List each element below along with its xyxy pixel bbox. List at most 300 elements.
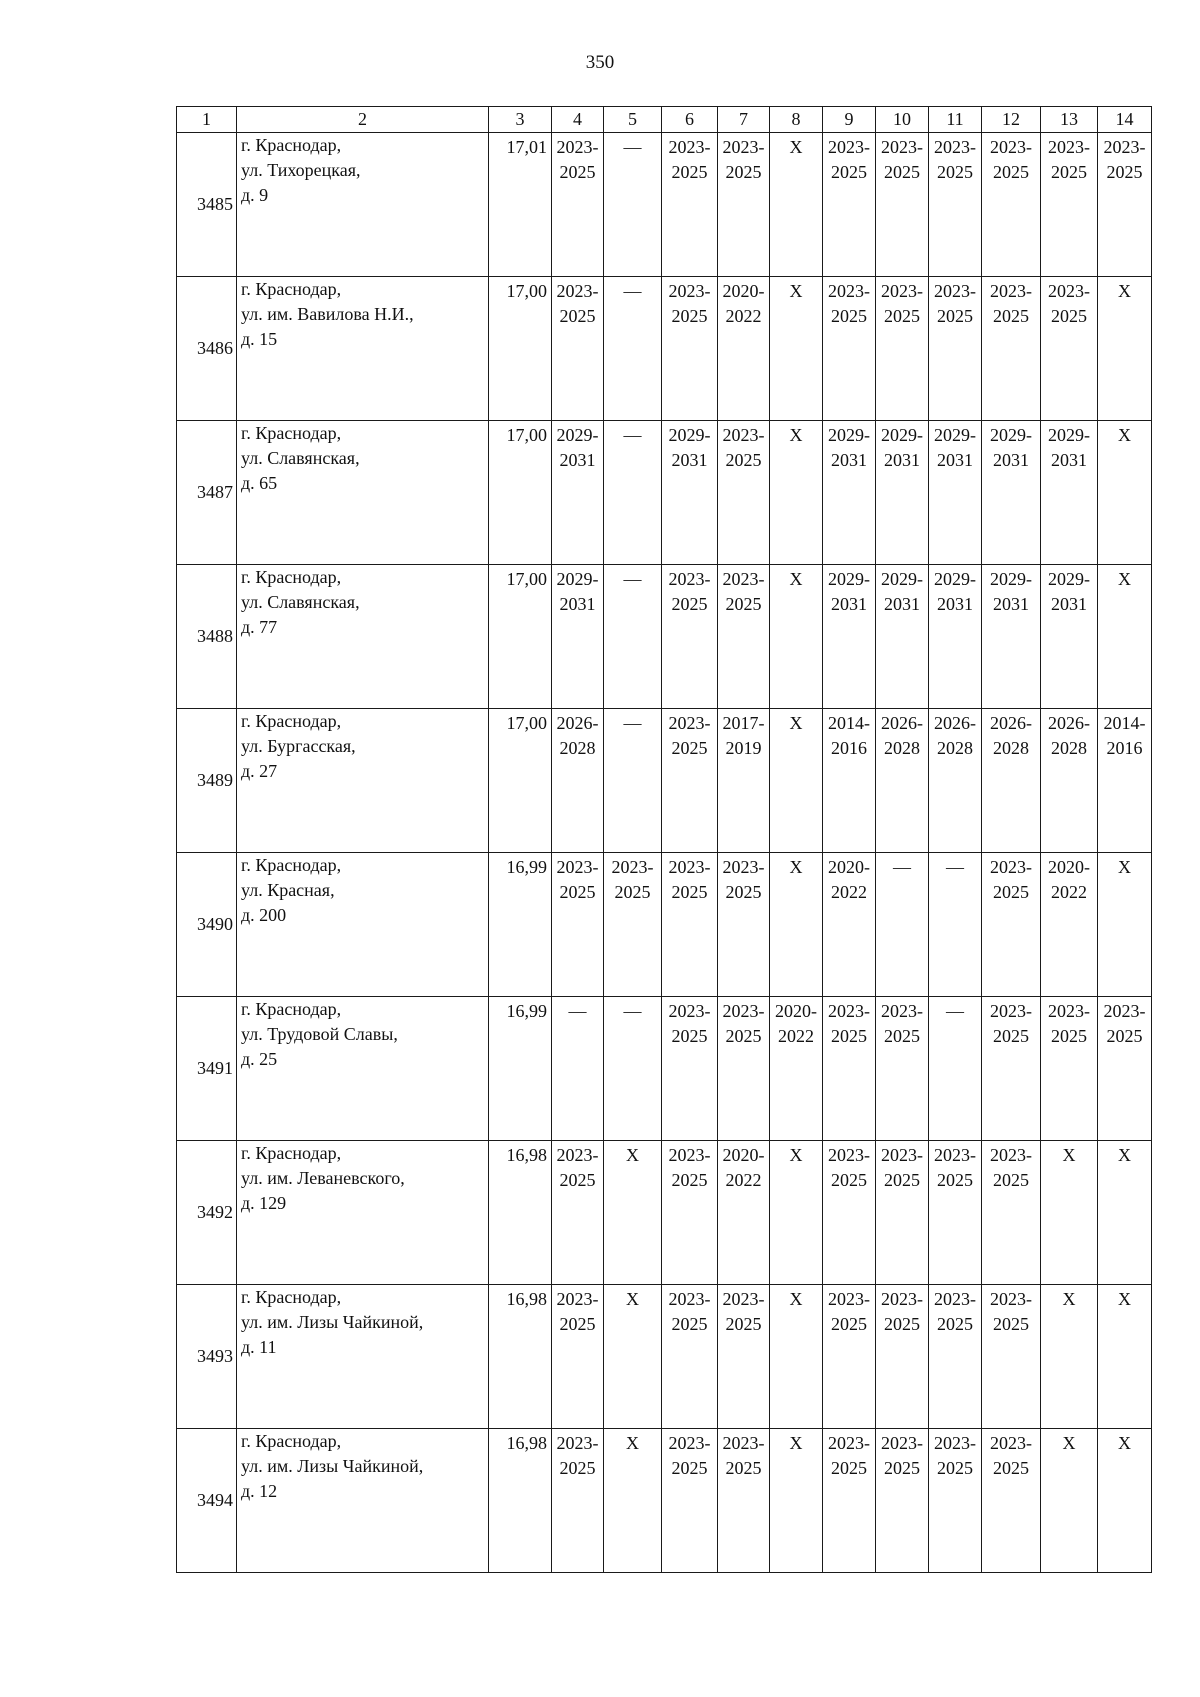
- period-cell-col-8: [770, 853, 823, 997]
- header-cell-2: 2: [237, 107, 489, 133]
- period-cell-col-11: [929, 421, 982, 565]
- period-value: Х: [789, 1433, 803, 1453]
- period-value: 2028: [1051, 738, 1087, 758]
- address-line: г. Краснодар,: [241, 279, 342, 299]
- period-cell-col-4: [552, 853, 604, 997]
- period-value: 2025: [559, 1314, 596, 1334]
- period-value: 2023-: [556, 1433, 599, 1453]
- address-line: д. 129: [241, 1193, 287, 1213]
- period-value: —: [946, 857, 964, 877]
- period-cell-col-7: [718, 853, 770, 997]
- address-line: ул. Трудовой Славы,: [241, 1024, 398, 1044]
- period-cell-col-8: [770, 277, 823, 421]
- period-value: 2023-: [1103, 1001, 1146, 1021]
- address-line: г. Краснодар,: [241, 1431, 342, 1451]
- period-value: Х: [1062, 1289, 1076, 1309]
- period-value: 2016: [831, 738, 867, 758]
- period-value: 2028: [937, 738, 973, 758]
- period-value: —: [568, 1001, 587, 1021]
- header-row: [177, 107, 1152, 133]
- period-value: 2025: [671, 1026, 708, 1046]
- period-value: 2023-: [1103, 137, 1146, 157]
- period-cell-col-10: [876, 277, 929, 421]
- period-value: Х: [1118, 1433, 1131, 1453]
- period-value: 2029-: [934, 569, 976, 589]
- period-value: 2025: [937, 1458, 973, 1478]
- period-cell-col-6: [662, 277, 718, 421]
- period-cell-col-13: [1041, 853, 1098, 997]
- period-value: 2031: [937, 450, 973, 470]
- address-line: г. Краснодар,: [241, 1143, 342, 1163]
- area-cell: 16,98: [489, 1429, 552, 1573]
- period-value: Х: [789, 857, 803, 877]
- period-value: 2023-: [556, 1145, 599, 1165]
- period-value: 2025: [993, 882, 1029, 902]
- period-cell-col-11: [929, 277, 982, 421]
- address-line: ул. Бургасская,: [241, 736, 356, 756]
- period-cell-col-4: [552, 133, 604, 277]
- period-value: 2026-: [990, 713, 1032, 733]
- area-cell: 16,98: [489, 1285, 552, 1429]
- period-value: 2025: [559, 1458, 596, 1478]
- period-cell-col-9: [823, 1141, 876, 1285]
- period-value: 2031: [1051, 450, 1087, 470]
- header-cell-7: 7: [718, 107, 770, 133]
- period-value: 2025: [1051, 306, 1087, 326]
- table-row: [177, 997, 1152, 1141]
- row-number: 3487: [177, 421, 237, 565]
- period-value: 2031: [993, 450, 1029, 470]
- period-value: 2025: [1051, 162, 1087, 182]
- area-cell: 17,00: [489, 277, 552, 421]
- address-line: г. Краснодар,: [241, 135, 342, 155]
- table-header: [177, 107, 1152, 133]
- period-value: 2025: [831, 1458, 867, 1478]
- period-value: 2023-: [990, 1433, 1032, 1453]
- period-value: 2029-: [1048, 569, 1090, 589]
- period-cell-col-7: [718, 1141, 770, 1285]
- period-cell-col-12: [982, 277, 1041, 421]
- period-cell-col-5: [604, 277, 662, 421]
- table-row: [177, 709, 1152, 853]
- period-value: 2025: [884, 1170, 920, 1190]
- table-row: [177, 133, 1152, 277]
- period-cell-col-7: [718, 997, 770, 1141]
- header-cell-4: 4: [552, 107, 604, 133]
- period-value: 2023-: [990, 1145, 1032, 1165]
- period-value: 2023-: [881, 281, 923, 301]
- period-value: 2029-: [556, 425, 599, 445]
- period-value: 2029-: [990, 425, 1032, 445]
- address-cell: [237, 565, 489, 709]
- period-cell-col-8: [770, 1141, 823, 1285]
- period-value: 2023-: [828, 1289, 870, 1309]
- period-value: 2025: [993, 1026, 1029, 1046]
- period-value: 2023-: [611, 857, 654, 877]
- period-cell-col-5: [604, 1429, 662, 1573]
- period-value: 2025: [671, 1314, 708, 1334]
- period-value: Х: [1118, 281, 1131, 301]
- period-value: 2025: [559, 882, 596, 902]
- period-value: 2025: [884, 1026, 920, 1046]
- period-cell-col-9: [823, 1285, 876, 1429]
- period-value: 2025: [671, 738, 708, 758]
- period-value: —: [623, 713, 642, 733]
- period-value: 2025: [725, 882, 762, 902]
- period-cell-col-12: [982, 133, 1041, 277]
- period-value: 2031: [884, 594, 920, 614]
- period-cell-col-9: [823, 421, 876, 565]
- period-value: 2023-: [556, 1289, 599, 1309]
- period-cell-col-4: [552, 709, 604, 853]
- period-value: 2023-: [881, 1001, 923, 1021]
- period-cell-col-7: [718, 1285, 770, 1429]
- header-cell-10: 10: [876, 107, 929, 133]
- period-cell-col-10: [876, 565, 929, 709]
- period-value: —: [893, 857, 911, 877]
- period-value: 2023-: [668, 1145, 711, 1165]
- address-cell: [237, 997, 489, 1141]
- period-value: 2026-: [1048, 713, 1090, 733]
- period-value: 2025: [671, 1458, 708, 1478]
- period-value: 2023-: [934, 137, 976, 157]
- period-value: Х: [789, 1289, 803, 1309]
- period-value: 2023-: [722, 1289, 765, 1309]
- period-cell-col-13: [1041, 997, 1098, 1141]
- address-line: ул. им. Лизы Чайкиной,: [241, 1456, 424, 1476]
- period-value: 2025: [831, 1314, 867, 1334]
- period-value: 2029-: [828, 425, 870, 445]
- period-value: 2025: [884, 306, 920, 326]
- header-cell-8: 8: [770, 107, 823, 133]
- period-cell-col-11: [929, 997, 982, 1141]
- period-value: 2023-: [668, 1001, 711, 1021]
- period-cell-col-11: [929, 565, 982, 709]
- page-number: 350: [585, 52, 615, 73]
- period-value: 2028: [884, 738, 920, 758]
- address-line: ул. им. Леваневского,: [241, 1168, 405, 1188]
- area-cell: 17,00: [489, 421, 552, 565]
- period-value: Х: [1062, 1145, 1076, 1165]
- period-value: 2023-: [722, 1001, 765, 1021]
- period-cell-col-4: [552, 277, 604, 421]
- period-value: 2025: [831, 162, 867, 182]
- period-value: 2023-: [934, 1433, 976, 1453]
- period-value: 2025: [831, 1170, 867, 1190]
- address-line: г. Краснодар,: [241, 855, 342, 875]
- period-value: Х: [1118, 425, 1131, 445]
- period-cell-col-6: [662, 1429, 718, 1573]
- period-cell-col-11: [929, 709, 982, 853]
- period-value: 2025: [1106, 1026, 1143, 1046]
- period-value: Х: [789, 569, 803, 589]
- row-number: 3485: [177, 133, 237, 277]
- period-value: 2014-: [828, 713, 870, 733]
- period-value: 2023-: [556, 857, 599, 877]
- period-value: Х: [1118, 569, 1131, 589]
- period-cell-col-5: [604, 1285, 662, 1429]
- period-value: 2025: [725, 594, 762, 614]
- period-value: Х: [789, 281, 803, 301]
- period-cell-col-9: [823, 997, 876, 1141]
- period-value: Х: [1118, 857, 1131, 877]
- address-line: д. 77: [241, 617, 278, 637]
- period-value: 2023-: [828, 137, 870, 157]
- period-value: 2020-: [1048, 857, 1090, 877]
- period-value: 2031: [1051, 594, 1087, 614]
- address-line: г. Краснодар,: [241, 711, 342, 731]
- period-cell-col-4: [552, 1429, 604, 1573]
- period-value: 2025: [671, 1170, 708, 1190]
- period-cell-col-11: [929, 1429, 982, 1573]
- period-value: 2023-: [990, 1001, 1032, 1021]
- period-value: 2023-: [828, 1001, 870, 1021]
- period-value: —: [623, 137, 642, 157]
- period-value: —: [623, 425, 642, 445]
- period-cell-col-6: [662, 1141, 718, 1285]
- area-cell: 17,00: [489, 709, 552, 853]
- period-value: 2023-: [668, 137, 711, 157]
- address-line: ул. им. Лизы Чайкиной,: [241, 1312, 424, 1332]
- header-cell-5: 5: [604, 107, 662, 133]
- period-value: —: [623, 569, 642, 589]
- period-value: 2022: [1051, 882, 1087, 902]
- period-cell-col-4: [552, 565, 604, 709]
- row-number: 3491: [177, 997, 237, 1141]
- period-cell-col-9: [823, 1429, 876, 1573]
- period-value: 2028: [993, 738, 1029, 758]
- period-cell-col-12: [982, 1141, 1041, 1285]
- period-value: 2025: [884, 162, 920, 182]
- header-cell-9: 9: [823, 107, 876, 133]
- period-value: 2022: [778, 1026, 814, 1046]
- period-value: 2025: [671, 306, 708, 326]
- period-cell-col-4: [552, 997, 604, 1141]
- period-cell-col-10: [876, 1141, 929, 1285]
- period-value: 2025: [725, 1458, 762, 1478]
- area-cell: 16,99: [489, 853, 552, 997]
- period-value: 2031: [671, 450, 708, 470]
- period-cell-col-13: [1041, 1429, 1098, 1573]
- period-value: 2025: [1051, 1026, 1087, 1046]
- period-cell-col-14: [1098, 1429, 1152, 1573]
- period-cell-col-5: [604, 709, 662, 853]
- row-number: 3488: [177, 565, 237, 709]
- period-cell-col-5: [604, 853, 662, 997]
- period-value: 2023-: [668, 1289, 711, 1309]
- period-value: 2023-: [881, 137, 923, 157]
- period-value: 2025: [671, 594, 708, 614]
- period-value: 2025: [937, 1170, 973, 1190]
- area-cell: 17,00: [489, 565, 552, 709]
- period-cell-col-10: [876, 1285, 929, 1429]
- period-value: 2025: [559, 306, 596, 326]
- period-value: 2025: [725, 1026, 762, 1046]
- period-cell-col-9: [823, 277, 876, 421]
- period-value: 2023-: [881, 1289, 923, 1309]
- row-number: 3494: [177, 1429, 237, 1573]
- period-value: 2023-: [1048, 137, 1090, 157]
- table-row: [177, 421, 1152, 565]
- period-value: Х: [626, 1433, 639, 1453]
- period-cell-col-7: [718, 277, 770, 421]
- period-value: 2023-: [934, 1145, 976, 1165]
- period-cell-col-13: [1041, 277, 1098, 421]
- period-cell-col-4: [552, 1141, 604, 1285]
- period-value: 2023-: [722, 1433, 765, 1453]
- table-body: [177, 133, 1152, 1573]
- period-value: 2031: [993, 594, 1029, 614]
- address-cell: [237, 1141, 489, 1285]
- header-cell-11: 11: [929, 107, 982, 133]
- period-value: 2025: [671, 162, 708, 182]
- period-cell-col-12: [982, 709, 1041, 853]
- period-cell-col-6: [662, 709, 718, 853]
- period-value: Х: [1118, 1289, 1131, 1309]
- address-line: ул. Славянская,: [241, 592, 360, 612]
- period-value: 2031: [559, 450, 596, 470]
- period-cell-col-14: [1098, 133, 1152, 277]
- period-value: 2025: [884, 1314, 920, 1334]
- period-cell-col-10: [876, 853, 929, 997]
- period-cell-col-14: [1098, 1285, 1152, 1429]
- header-cell-14: 14: [1098, 107, 1152, 133]
- period-value: 2023-: [556, 137, 599, 157]
- address-line: д. 25: [241, 1049, 278, 1069]
- period-cell-col-7: [718, 709, 770, 853]
- address-line: д. 65: [241, 473, 278, 493]
- period-value: 2014-: [1103, 713, 1146, 733]
- period-cell-col-5: [604, 1141, 662, 1285]
- period-value: 2025: [725, 162, 762, 182]
- period-cell-col-14: [1098, 277, 1152, 421]
- period-value: 2025: [725, 450, 762, 470]
- row-number: 3486: [177, 277, 237, 421]
- period-cell-col-8: [770, 1429, 823, 1573]
- period-value: 2031: [831, 594, 867, 614]
- period-value: 2023-: [934, 281, 976, 301]
- period-value: 2023-: [881, 1145, 923, 1165]
- period-cell-col-10: [876, 709, 929, 853]
- period-cell-col-13: [1041, 133, 1098, 277]
- header-cell-6: 6: [662, 107, 718, 133]
- period-cell-col-7: [718, 1429, 770, 1573]
- period-cell-col-11: [929, 853, 982, 997]
- period-value: Х: [789, 1145, 803, 1165]
- period-cell-col-6: [662, 421, 718, 565]
- address-line: ул. Красная,: [241, 880, 335, 900]
- period-cell-col-10: [876, 1429, 929, 1573]
- period-cell-col-7: [718, 421, 770, 565]
- address-cell: [237, 709, 489, 853]
- period-cell-col-6: [662, 997, 718, 1141]
- period-value: 2031: [884, 450, 920, 470]
- table-row: [177, 853, 1152, 997]
- period-value: 2022: [725, 306, 762, 326]
- period-value: 2023-: [722, 569, 765, 589]
- period-value: Х: [1118, 1145, 1131, 1165]
- period-cell-col-14: [1098, 853, 1152, 997]
- period-cell-col-9: [823, 853, 876, 997]
- row-number: 3490: [177, 853, 237, 997]
- address-line: ул. им. Вавилова Н.И.,: [241, 304, 414, 324]
- period-value: 2023-: [990, 857, 1032, 877]
- period-value: 2022: [725, 1170, 762, 1190]
- row-number: 3492: [177, 1141, 237, 1285]
- period-value: 2025: [937, 162, 973, 182]
- period-value: 2023-: [722, 425, 765, 445]
- period-cell-col-13: [1041, 421, 1098, 565]
- address-line: д. 9: [241, 185, 269, 205]
- address-line: г. Краснодар,: [241, 999, 342, 1019]
- period-cell-col-7: [718, 133, 770, 277]
- period-value: 2023-: [668, 713, 711, 733]
- period-cell-col-6: [662, 1285, 718, 1429]
- period-value: 2029-: [668, 425, 711, 445]
- period-value: 2028: [559, 738, 596, 758]
- period-value: 2026-: [881, 713, 923, 733]
- period-value: 2026-: [934, 713, 976, 733]
- table-row: [177, 565, 1152, 709]
- period-value: 2023-: [556, 281, 599, 301]
- period-value: 2025: [993, 1314, 1029, 1334]
- period-value: 2017-: [722, 713, 765, 733]
- period-value: 2025: [884, 1458, 920, 1478]
- housing-table: [176, 106, 1152, 1573]
- period-value: 2025: [1106, 162, 1143, 182]
- period-cell-col-12: [982, 1429, 1041, 1573]
- table-row: [177, 1285, 1152, 1429]
- period-value: 2031: [831, 450, 867, 470]
- period-cell-col-13: [1041, 1285, 1098, 1429]
- period-cell-col-6: [662, 565, 718, 709]
- address-line: д. 15: [241, 329, 278, 349]
- period-cell-col-13: [1041, 1141, 1098, 1285]
- period-cell-col-14: [1098, 565, 1152, 709]
- period-value: —: [946, 1001, 964, 1021]
- period-cell-col-8: [770, 997, 823, 1141]
- period-cell-col-4: [552, 421, 604, 565]
- period-value: 2023-: [668, 281, 711, 301]
- period-cell-col-14: [1098, 421, 1152, 565]
- period-value: 2023-: [990, 1289, 1032, 1309]
- period-cell-col-11: [929, 1285, 982, 1429]
- period-cell-col-5: [604, 565, 662, 709]
- period-value: 2023-: [668, 1433, 711, 1453]
- period-value: 2023-: [1048, 1001, 1090, 1021]
- address-line: д. 11: [241, 1337, 277, 1357]
- address-line: д. 27: [241, 761, 278, 781]
- address-cell: [237, 277, 489, 421]
- address-cell: [237, 1429, 489, 1573]
- period-cell-col-7: [718, 565, 770, 709]
- period-cell-col-13: [1041, 709, 1098, 853]
- period-value: 2025: [831, 306, 867, 326]
- period-value: 2023-: [668, 569, 711, 589]
- address-line: г. Краснодар,: [241, 423, 342, 443]
- period-value: 2026-: [556, 713, 599, 733]
- row-number: 3489: [177, 709, 237, 853]
- period-value: 2025: [993, 1458, 1029, 1478]
- period-cell-col-8: [770, 133, 823, 277]
- period-cell-col-13: [1041, 565, 1098, 709]
- period-value: 2025: [937, 306, 973, 326]
- period-value: Х: [626, 1289, 639, 1309]
- period-value: 2023-: [668, 857, 711, 877]
- period-cell-col-12: [982, 1285, 1041, 1429]
- area-cell: 16,98: [489, 1141, 552, 1285]
- period-value: 2031: [559, 594, 596, 614]
